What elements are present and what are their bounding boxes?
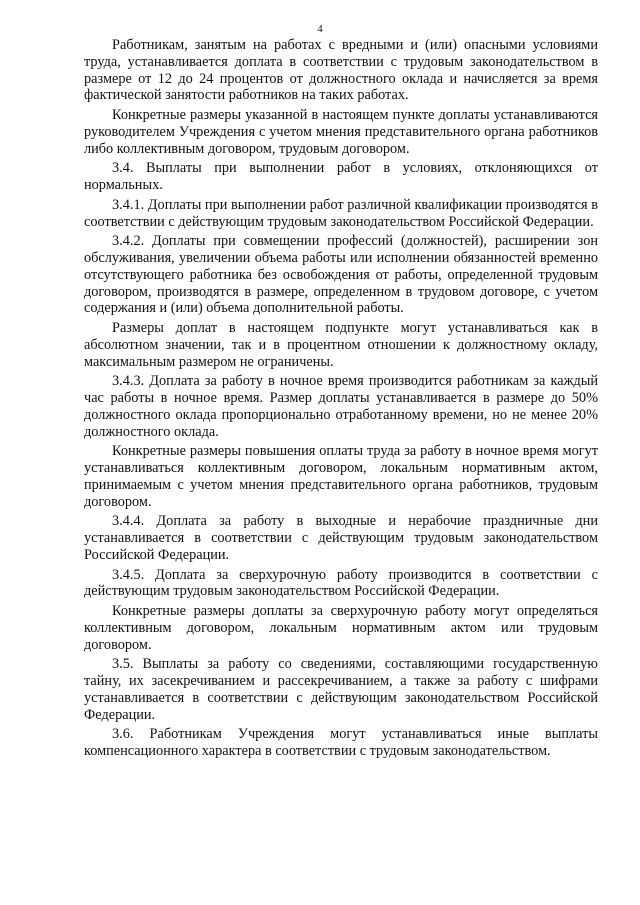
paragraph-night-work-amounts: Конкретные размеры повышения оплаты труда за работу в ночное время могут устанавливаться коллективным договором, локальным нормативным актом, принимаемым с учетом мнения представительного органа работников, трудовым договором. [84, 443, 598, 510]
section-3-4-heading: 3.4. Выплаты при выполнении работ в условиях, отклоняющихся от нормальных. [84, 160, 598, 193]
section-3-6: 3.6. Работникам Учреждения могут устанавливаться иные выплаты компенсационного характера в соответствии с трудовым законодательством. [84, 726, 598, 759]
paragraph-supplement-sizes: Размеры доплат в настоящем подпункте могут устанавливаться как в абсолютном значении, так и в процентном отношении к должностному окладу, максимальным размером не ограничены. [84, 320, 598, 370]
section-3-4-4: 3.4.4. Доплата за работу в выходные и нерабочие праздничные дни устанавливается в соответствии с действующим трудовым законодательством Российской Федерации. [84, 513, 598, 563]
document-body [84, 37, 598, 760]
paragraph-specific-amounts: Конкретные размеры указанной в настоящем пункте доплаты устанавливаются руководителем Учреждения с учетом мнения представительного органа работников либо коллективным договором, трудовым договором. [84, 107, 598, 157]
section-3-4-3: 3.4.3. Доплата за работу в ночное время производится работникам за каждый час работы в ночное время. Размер доплаты устанавливается в размере до 50% должностного оклада пропорционально отработанному времени, но не менее 20% должностного оклада. [84, 373, 598, 440]
section-3-4-5: 3.4.5. Доплата за сверхурочную работу производится в соответствии с действующим трудовым законодательством Российской Федерации. [84, 566, 598, 600]
paragraph-hazardous-conditions: Работникам, занятым на работах с вредными и (или) опасными условиями труда, устанавливается доплата в соответствии с трудовым законодательством в размере от 12 до 24 процентов от должностного оклада и начисляется за время фактической занятости работников на таких работах. [84, 37, 598, 104]
page-number: 4 [317, 23, 323, 35]
paragraph-overtime-amounts: Конкретные размеры доплаты за сверхурочную работу могут определяться коллективным договором, локальным нормативным актом или трудовым договором. [84, 603, 598, 653]
section-3-5: 3.5. Выплаты за работу со сведениями, составляющими государственную тайну, их засекречиванием и рассекречиванием, а также за работу с шифрами устанавливается в соответствии с действующим законодательством Российской Федерации. [84, 656, 598, 723]
section-3-4-1: 3.4.1. Доплаты при выполнении работ различной квалификации производятся в соответствии с действующим трудовым законодательством Российской Федерации. [84, 196, 598, 230]
section-3-4-2: 3.4.2. Доплаты при совмещении профессий (должностей), расширении зон обслуживания, увеличении объема работы или исполнении обязанностей временно отсутствующего работника без освобождения от работы, определенной трудовым договором, производятся в размере, определенном в трудовом договоре, с учетом содержания и (или) объема дополнительной работы. [84, 233, 598, 317]
